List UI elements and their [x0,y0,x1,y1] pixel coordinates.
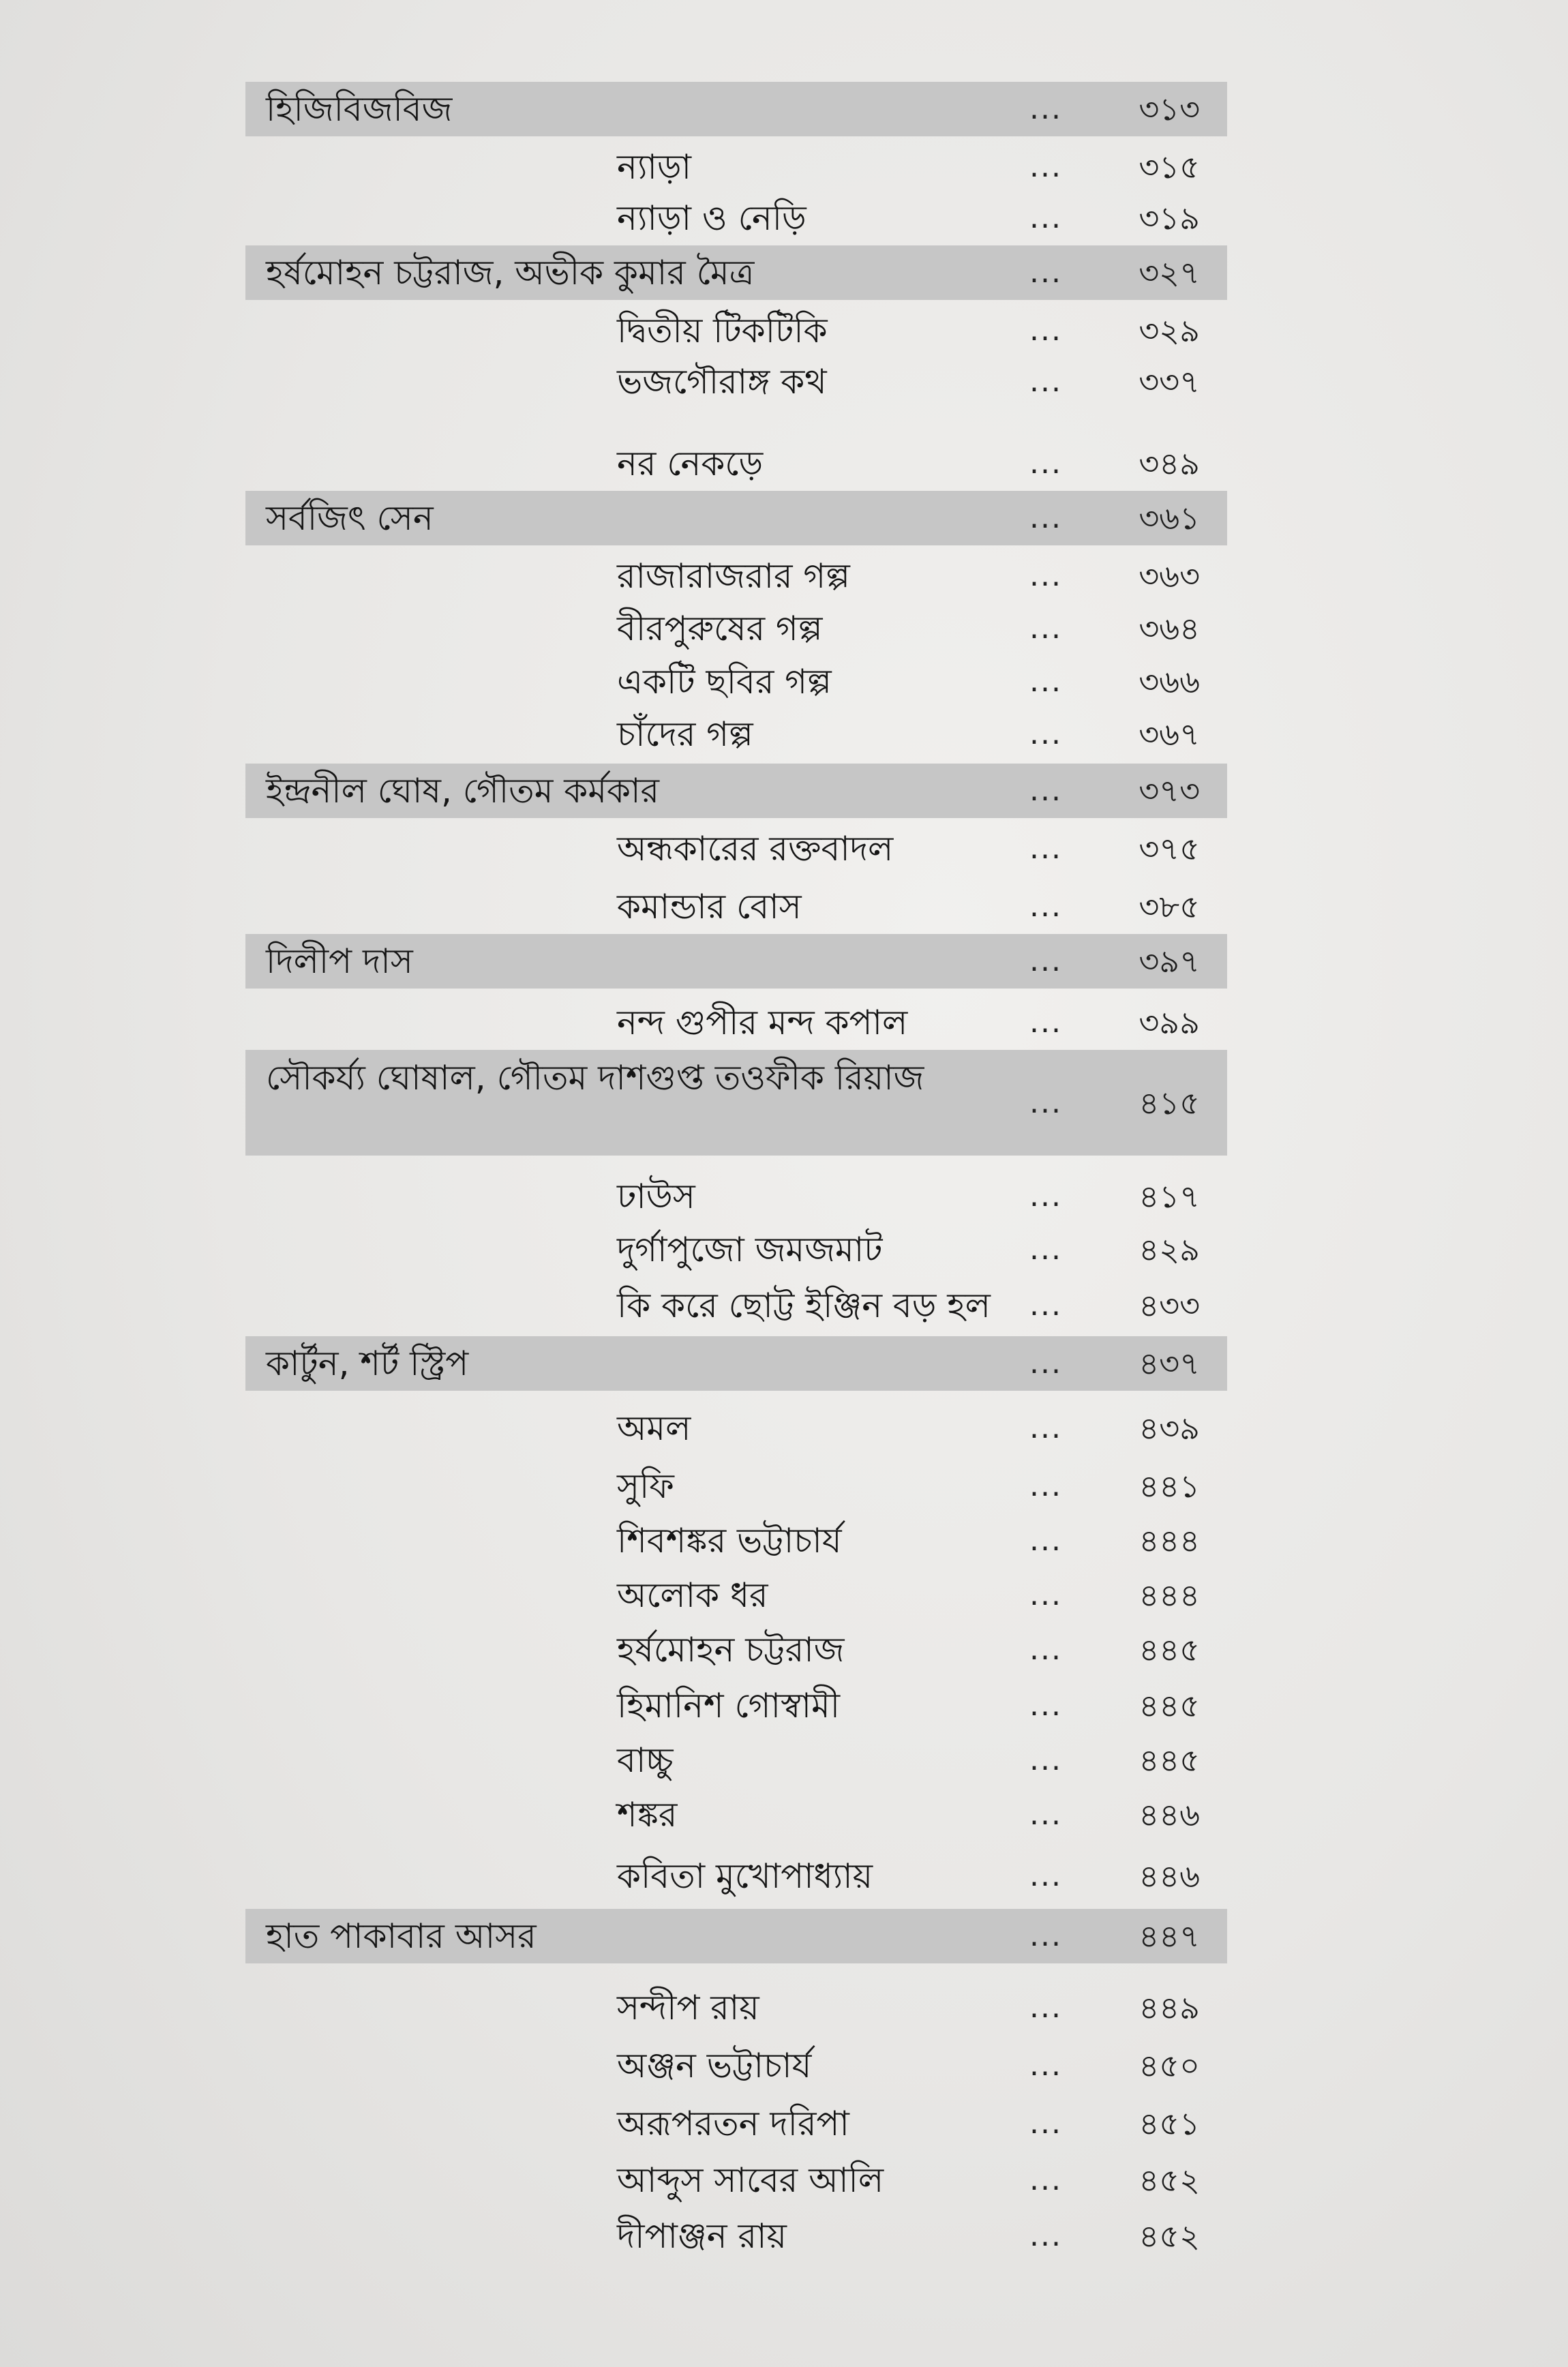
leader-dots: ... [1029,1632,1062,1667]
entry-title: দুর্গাপুজো জমজমাট [617,1230,883,1269]
toc-entry [245,1788,1227,1842]
leader-dots: ... [1029,1179,1062,1213]
page-number: ৪৩৯ [1139,1410,1200,1447]
page-number: ৪৪৫ [1139,1631,1200,1668]
entry-title: দ্বিতীয় টিকটিকি [617,311,828,350]
leader-dots: ... [1029,1858,1062,1893]
leader-dots: ... [1029,1578,1062,1612]
toc-section [245,1050,1227,1156]
toc-entry [245,2096,1227,2151]
toc-entry [245,1459,1227,1513]
page-number: ৪১৭ [1139,1178,1200,1215]
entry-title: হর্ষমোহন চট্টরাজ [617,1630,845,1670]
entry-title: অলোক ধর [617,1576,768,1615]
leader-dots: ... [1029,773,1062,808]
entry-title: অন্ধকারের রক্তবাদল [617,829,894,869]
toc-entry [245,2153,1227,2207]
leader-dots: ... [1029,200,1062,235]
page-number: ৪৫১ [1139,2105,1200,2142]
entry-title: ন্যাড়া [617,147,692,187]
toc-entry [245,1401,1227,1456]
toc-entry [245,1678,1227,1733]
toc-entry [245,1513,1227,1568]
toc-entry [245,1278,1227,1333]
toc-section [245,491,1227,545]
page-number: ৪৪৯ [1139,1989,1200,2026]
section-title: হিজিবিজবিজ [266,89,453,129]
entry-title: আব্দুস সাবের আলি [617,2160,884,2200]
page-number: ৪৪৬ [1139,1858,1200,1895]
toc-entry [245,654,1227,709]
leader-dots: ... [1029,1688,1062,1723]
toc-section [245,764,1227,818]
leader-dots: ... [1029,2162,1062,2197]
leader-dots: ... [1029,1005,1062,1040]
page-number: ৩২৯ [1139,312,1200,349]
page-number: ৩৯৭ [1139,943,1200,980]
toc-section [245,934,1227,989]
toc-entry [245,436,1227,491]
page-number: ৩৬৭ [1139,716,1200,753]
toc-entry [245,1169,1227,1224]
page-number: ৩৬৪ [1139,610,1200,647]
leader-dots: ... [1029,313,1062,348]
page-number: ৩১৩ [1139,91,1200,127]
toc-entry [245,1568,1227,1623]
toc-entry [245,2209,1227,2263]
leader-dots: ... [1029,1918,1062,1953]
leader-dots: ... [1029,1346,1062,1381]
leader-dots: ... [1029,2106,1062,2141]
entry-title: অমল [617,1408,691,1448]
leader-dots: ... [1029,364,1062,399]
page-number: ৩৬৬ [1139,663,1200,700]
page-number: ৩৯৯ [1139,1004,1200,1041]
leader-dots: ... [1029,500,1062,535]
entry-title: হিমানিশ গোস্বামী [617,1686,841,1725]
page-number: ৩৭৩ [1139,772,1200,809]
leader-dots: ... [1029,664,1062,699]
page-number: ৪৪৭ [1139,1918,1200,1955]
leader-dots: ... [1029,831,1062,866]
leader-dots: ... [1029,944,1062,978]
leader-dots: ... [1029,611,1062,646]
toc-entry [245,707,1227,762]
entry-title: রাজারাজরার গল্প [617,556,850,596]
page-number: ৪১৫ [1139,1085,1200,1121]
section-title: সৌকর্য্য ঘোষাল, গৌতম দাশগুপ্ত তওফীক রিয়াজ [266,1058,924,1098]
entry-title: কবিতা মুখোপাধ্যায় [617,1856,873,1896]
leader-dots: ... [1029,889,1062,924]
entry-title: চাঁদের গল্প [617,714,753,754]
entry-title: বীরপুরুষের গল্প [617,609,823,648]
leader-dots: ... [1029,1232,1062,1267]
page-number: ৪২৯ [1139,1231,1200,1268]
leader-dots: ... [1029,1797,1062,1832]
toc-section [245,82,1227,136]
toc-entry [245,1623,1227,1677]
page-number: ৪৪৪ [1139,1522,1200,1559]
toc-entry [245,995,1227,1050]
leader-dots: ... [1029,1523,1062,1558]
entry-title: নর নেকড়ে [617,444,764,483]
page-number: ৩৮৫ [1139,888,1200,925]
toc-section [245,1336,1227,1391]
toc-entry [245,140,1227,194]
toc-entry [245,1222,1227,1277]
leader-dots: ... [1029,1990,1062,2025]
leader-dots: ... [1029,1085,1062,1120]
page-number: ৩১৫ [1139,149,1200,185]
leader-dots: ... [1029,91,1062,126]
page-number: ৩৪৯ [1139,445,1200,482]
toc-entry [245,821,1227,876]
leader-dots: ... [1029,558,1062,593]
toc-section [245,1909,1227,1963]
entry-title: ন্যাড়া ও নেড়ি [617,198,806,238]
page-number: ৪৪১ [1139,1468,1200,1505]
toc-entry [245,355,1227,409]
page-number: ৪৫০ [1139,2047,1200,2084]
page-number: ৩৭৫ [1139,830,1200,867]
entry-title: শিবশঙ্কর ভট্টাচার্য [617,1521,842,1561]
page-number: ৪৫২ [1139,2218,1200,2255]
entry-title: বাচ্চু [617,1740,674,1780]
entry-title: কি করে ছোট্ট ইঞ্জিন বড় হল [617,1286,991,1325]
entry-title: সন্দীপ রায় [617,1988,759,2027]
page-number: ৪৩৩ [1139,1287,1200,1324]
section-title: হাত পাকাবার আসর [266,1916,537,1956]
page-number: ৩৩৭ [1139,363,1200,400]
leader-dots: ... [1029,2048,1062,2083]
leader-dots: ... [1029,1743,1062,1777]
section-title: দিলীপ দাস [266,941,413,981]
section-title: ইন্দ্রনীল ঘোষ, গৌতম কর্মকার [266,771,660,811]
leader-dots: ... [1029,255,1062,290]
leader-dots: ... [1029,717,1062,751]
entry-title: অরূপরতন দরিপা [617,2104,849,2143]
toc-entry [245,549,1227,603]
page-number: ৩১৯ [1139,200,1200,237]
page-number: ৪৪৪ [1139,1577,1200,1614]
entry-title: নন্দ গুপীর মন্দ কপাল [617,1003,908,1042]
entry-title: কমান্ডার বোস [617,887,802,926]
toc-entry [245,1980,1227,2035]
page-number: ৪৪৫ [1139,1742,1200,1779]
entry-title: সুফি [617,1466,674,1506]
entry-title: একটি ছবির গল্প [617,662,832,702]
page-number: ৩৬১ [1139,500,1200,537]
toc-section [245,245,1227,300]
leader-dots: ... [1029,1288,1062,1323]
leader-dots: ... [1029,1411,1062,1445]
section-title: হর্ষমোহন চট্টরাজ, অভীক কুমার মৈত্র [266,253,755,292]
entry-title: ঢাউস [617,1177,695,1216]
toc-entry [245,1733,1227,1788]
toc-entry [245,879,1227,934]
page-number: ৪৫২ [1139,2162,1200,2199]
toc-entry [245,191,1227,245]
section-title: কার্টুন, শর্ট স্ট্রিপ [266,1344,469,1383]
page-number: ৩২৭ [1139,254,1200,291]
leader-dots: ... [1029,2218,1062,2253]
toc-entry [245,2038,1227,2093]
toc-entry [245,1849,1227,1903]
entry-title: ভজগৌরাঙ্গ কথ [617,362,827,402]
page-number: ৪৪৬ [1139,1796,1200,1833]
section-title: সর্বজিৎ সেন [266,498,434,538]
leader-dots: ... [1029,149,1062,184]
leader-dots: ... [1029,1468,1062,1503]
toc-entry [245,303,1227,358]
page-number: ৩৬৩ [1139,558,1200,594]
entry-title: শঙ্কর [617,1795,678,1835]
page-number: ৪৪৫ [1139,1687,1200,1724]
page-number: ৪৩৭ [1139,1345,1200,1382]
entry-title: অঞ্জন ভট্টাচার্য [617,2046,812,2085]
toc-entry [245,601,1227,656]
entry-title: দীপাঞ্জন রায় [617,2216,787,2256]
leader-dots: ... [1029,446,1062,481]
